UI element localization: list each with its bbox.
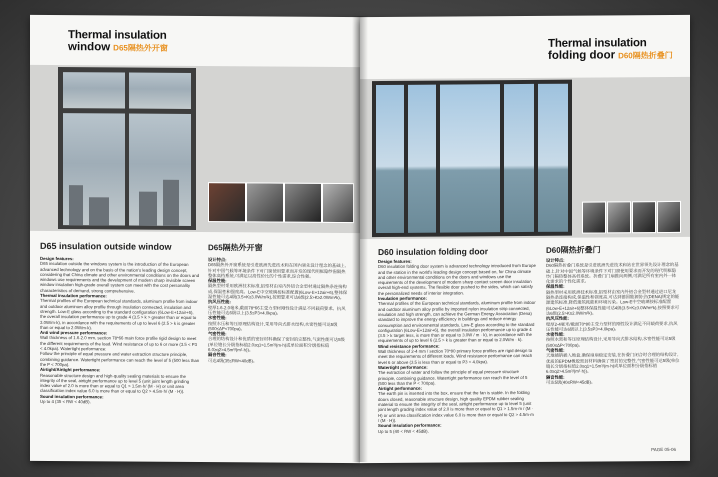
right-title	[548, 37, 673, 63]
section-text: D65隔热外开窗系统是引进欧洲先进技术和在国内领先设计理念的基础上,针对中国气候等环境条件下对门窗使用要求而开发的现代明框隐纱窗隔热整体高档系统,可满足以高性价比的个性需求,综合性强。	[208, 262, 346, 279]
profile-thumbnail	[246, 182, 284, 222]
section-text: Up to 5 (40 < RW < 45dB).	[378, 428, 429, 434]
left-body-en	[40, 256, 200, 405]
section-label: Insulation performance:	[378, 295, 427, 302]
section-text: 壁厚1.6-2.0毫米,截面78*66主受力型材刚性设计满足不同载荷要求。抗风压性能可达6级以上(3.5≤P3<4.0kpa)。	[208, 304, 346, 316]
section-label: 抗风压性能:	[546, 315, 569, 322]
section-text: The earth pin is inserted into the box, ensure that the fan is stable. In the folding doors closed, reasonable structure design, high quality EPDM rubber sealing material to ensure the integrity of the seal, airtight performance up to level 5 (unit joint length grading index value of 2.0 is more than or equal to Q1 > 1.5m·m / (M · H) or unit area classification index value 6.0 is more than or equal to Q2 > 4.5m·m / (M · H)).	[378, 390, 534, 423]
section-label: 气密性能:	[208, 331, 227, 337]
profile-thumbnail	[632, 201, 656, 233]
section-label: 水密性能:	[546, 331, 565, 338]
section-text: D65 insulation outside the windows system is the introduction of the European advanced technology and on the basis of the nation's leading design concept, considering that China climate and other environmental conditions on the doors and windows use requirements and the development of modern sharp invisible screen window insulation high-grade overall system can meet with the cost personality characteristics of demand, strong comprehensive.	[40, 261, 200, 294]
section-text: 可达4级(35≤RW<40dB)。	[208, 357, 258, 364]
section-label: 保温性能:	[546, 284, 565, 290]
right-body-en	[378, 258, 536, 434]
left-page	[30, 15, 360, 463]
section-text: Wall thickness of 2-4 mm / section 70*80 primary force profiles are rigid design to meet the requirements of different loads. Wind resistance performance can reach level 6 or above (3.5 is less than or equal to P3 < 4.0kpa).	[378, 347, 533, 365]
section-label: 气密性能:	[546, 347, 565, 353]
section-text: Wall thickness of 1.6-2.0 mm, section 78*66 main force profile rigid design to meet the different requirements of the load. Wind resistance of up to 6 or more (3.5 < P3 < 4.0kpa). Watertight performance:	[40, 335, 197, 352]
section-label: 抗风压性能:	[208, 299, 231, 305]
folding-door-photo	[372, 80, 572, 237]
section-label: Sound insulation performance:	[378, 422, 442, 429]
section-label: 水密性能:	[208, 315, 227, 321]
profile-thumbnail	[657, 201, 681, 233]
left-body-cn	[208, 257, 348, 364]
left-heading-cn: D65隔热外开窗	[208, 243, 263, 253]
section-text: 可达5级(40≤RW<45dB)。	[546, 379, 596, 385]
window-photo	[58, 67, 196, 230]
section-text: 天地插销插入地盒,确保扇扇稳定安装,在折叠门闭合时合理的结构设计,优质的EPDM橡胶密封材料确保了密封的完整性,气密性能可达5级(单位缝长分级指标值2.0≥q1>1.5m³/(m·h)或单位面积分级指标值6.0≥q2>4.5m³/(m²·h))。	[546, 352, 680, 375]
section-text: D60隔热折叠门系统是引进欧洲先进技术和站在世界领先设计理念的基础上,针对中国气候等环境条件下对门窗使用要求而开发的现代明框隐纱门隔热整体高档系统。折叠门门扇推向两侧,可满足所有室内外一体化需求的个性化需求。	[546, 262, 679, 285]
section-text: Thermal profiles of the European technical standards, aluminum profile from indoor and outdoor aluminum alloy profile by imported nylon insulation strip connected, insulation and high strength, can achieve the German Energy Association (Dena) standard to improve the energy efficiency in buildings and reduce energy consumption and environmental standards. Low-E glass according to the standard configuration (6Low-E+12air+6), the overall insulation performance up to grade 4 (3.5 > k target less, is more than or equal to 3.0W / m · k), in accordance with the requirements of up to level 6 (2.5 > k is greater than or equal to 2.0W/m · k).	[378, 300, 536, 344]
profile-thumbnail	[582, 201, 606, 233]
left-title-cn: D65隔热外开窗	[113, 43, 168, 53]
section-label: Wind resistance performance:	[378, 343, 440, 349]
section-label: 隔音性能:	[546, 374, 565, 380]
section-text: D60 insulation folding door system is advanced technology introduced from Europe and the station in the world's leading design concept based on, for China climate and other environmental conditions on the doors and windows use the requirements of the development of modern sharp contact screen door insulation overall high-end systems. The flexible door pushed to the sides, which can satisfy the personalized needs of interior integration.	[378, 263, 536, 296]
section-text: 按照水压和等压原理结构设计,采用导向式排水结构,水密性能可达5级(500≤ΔP<700pa)。	[208, 320, 338, 332]
right-title-cn: D60隔热折叠门	[618, 50, 673, 61]
section-label: 设计特点:	[546, 257, 565, 263]
left-title-line2: window	[68, 41, 111, 54]
section-text: 壁厚2-4毫米/截面70*80主受力型材的刚性设计满足不同载荷要求,抗风压性能可达6级以上(3.5≤P3<4.0kpa)。	[546, 320, 678, 332]
right-heading-cn: D60隔热折叠门	[546, 245, 601, 255]
section-label: Thermal insulation performance:	[40, 292, 107, 299]
page-number: PAGE 05-06	[651, 446, 676, 453]
profile-thumbnail	[322, 183, 354, 223]
section-text: Follow the principle of equal pressure and water extraction structure principle, combining guidance. Watertight performance can reach the level of 5 (500 less than the P < 700pa).	[40, 351, 200, 368]
left-title-line1: Thermal insulation	[68, 29, 167, 42]
right-page	[360, 15, 690, 463]
section-text: 隔热型材采用欧洲技术标准,铝型材由室内外铝合金型材通过隔热条连接构成,保温性和强度高。Low-E中空玻璃按标准配置(6Low-E+12air+6),整体保温性能可达4级(3.5>K≥3.0W/m²k),按照要求可达6级(2.5>K≥2.0W/m²k)。	[208, 283, 348, 301]
right-body-cn	[546, 257, 680, 385]
section-text: The extraction of water and follow the principle of equal pressure structure principle, combining guidance. Watertight performance can reach the level of 5 (500 less than the P < 700pa).	[378, 369, 528, 386]
section-text: 按照水密和等压原理结构设计,采用导向式排水结构,水密性能可达5级(500≤ΔP<700pa)。	[546, 336, 676, 348]
section-label: Sound insulation performance:	[40, 393, 104, 400]
section-label: 设计特点:	[208, 257, 227, 263]
section-text: Thermal profiles of the European technical standards, aluminum profile from indoor and outdoor aluminum alloy profile through insulation connected, insulation and strength. Low-E glass according to the standard configuration (6Low-E+12air+6), the overall insulation performance up to grade 4 (3.5 > k > greater than or equal to 3.0W/m·k), in accordance with the requirements of up to level 6 (2.5 > k is greater than or equal to 2.0W/m·k).	[40, 298, 198, 331]
section-text: Up to 4 (35 < RW < 40dB).	[40, 398, 91, 405]
right-title-line2: folding door	[548, 49, 616, 62]
section-text: 隔热型材采用欧洲技术标准,铝型材由室内外铝合金型材通过进口尼龙隔热条连接构成,保温性和强度高,可达到德国能源协会(DENA)规定的能源建筑标准,降低建筑耗能和环境污染。Low-E中空玻璃按标准配置(6Low-E+12air+6)整体保温性能可达4级(3.5>K≥3.0W/m²k),按照要求可达6级(2.5>K≥2.0W/m²k)。	[546, 288, 680, 316]
section-text: Reasonable structure design and high-quality sealing materials to ensure the integrity of the seal, airtight performance up to level 5 (unit joint length grinding index value of 2.0 is more than or equal to Q1 > 1.5m·h/ (M · H) or unit area classification index value 6.0 is more than or equal to Q2 > 4.5m·h/ (M · H)).	[40, 372, 190, 395]
section-label: Design features:	[40, 255, 74, 262]
section-label: Anti wind pressure performance:	[40, 330, 108, 336]
right-title-line1: Thermal insulation	[548, 37, 647, 50]
section-label: Airtight/Airtight performance:	[40, 367, 101, 373]
left-title	[68, 29, 168, 55]
left-heading-en: D65 insulation outside window	[40, 240, 172, 252]
profile-thumbnail	[208, 182, 246, 222]
right-heading-en: D60 insulation folding door	[378, 246, 489, 258]
section-label: Design features:	[378, 258, 412, 265]
profile-thumbnail	[284, 183, 322, 223]
section-label: Airtight performance:	[378, 385, 422, 392]
section-label: Watertight performance:	[378, 364, 428, 370]
profile-thumbnail	[607, 201, 631, 233]
section-label: 保温性能:	[208, 278, 227, 284]
section-label: 隔音性能:	[208, 352, 227, 358]
section-text: 合理的结构设计和优质的密封材料确保了密封的完整性,气密性能可达5级(单位缝长分级指标值2.0≥q1>1.5m³/(m·h)或单位面积分级指标值6.0≥q2>4.5m³/(m²·h))。	[208, 336, 345, 353]
